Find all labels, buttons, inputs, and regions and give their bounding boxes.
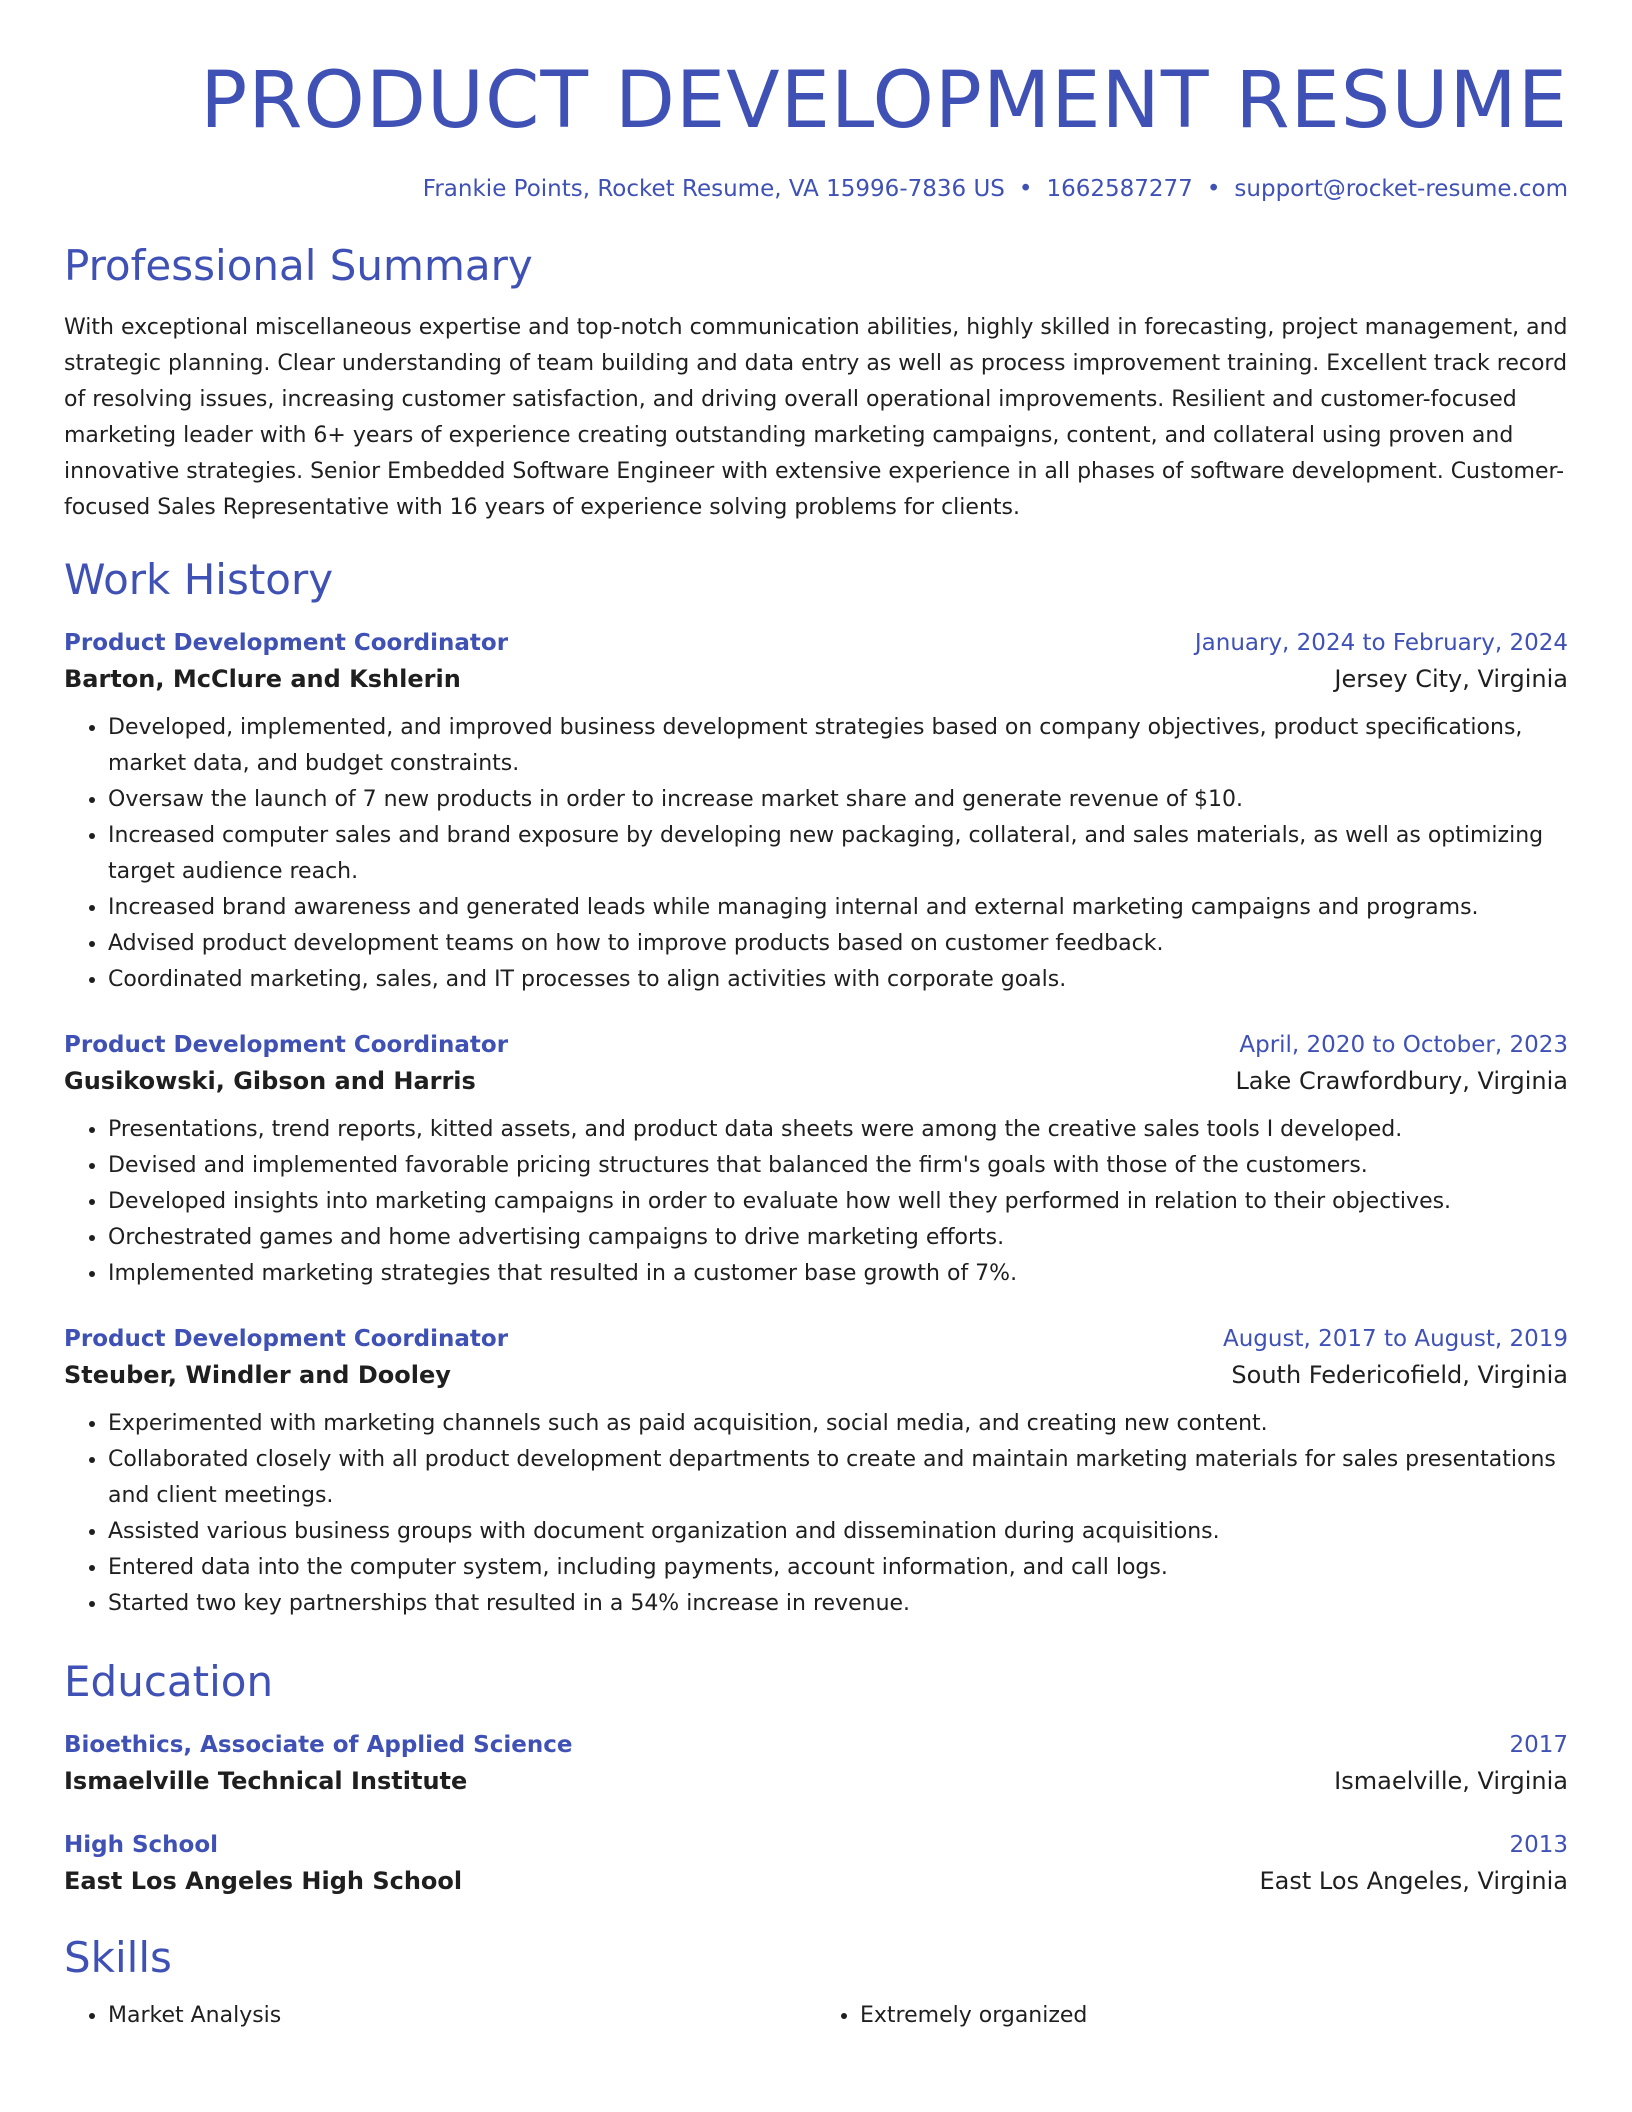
job-entry [64,1028,1568,1292]
job-bullet: • Collaborated closely with all product development departments to create and maintain marketing materials for sales presentations and client meetings. [108,1442,1568,1514]
job-bullet: • Developed insights into marketing campaigns in order to evaluate how well they performed in relation to their objectives. [108,1184,1568,1220]
contact-phone: 1662587277 [1046,176,1193,202]
job-bullet: • Orchestrated games and home advertising campaigns to drive marketing efforts. [108,1220,1568,1256]
job-bullet: • Assisted various business groups with document organization and dissemination during acquisitions. [108,1514,1568,1550]
job-bullet: • Oversaw the launch of 7 new products in order to increase market share and generate revenue of $10. [108,782,1568,818]
job-company: Steuber, Windler and Dooley [64,1361,451,1389]
skills-column-right [816,1998,1568,2034]
education-year: 2017 [1509,1732,1568,1758]
education-year: 2013 [1509,1832,1568,1858]
education-school: Ismaelville Technical Institute [64,1767,468,1795]
separator-dot: • [1018,176,1033,202]
job-bullets [64,1406,1568,1622]
job-bullet: • Started two key partnerships that resulted in a 54% increase in revenue. [108,1586,1568,1622]
skill-item: • Extremely organized [860,1998,1568,2034]
contact-email: support@rocket-resume.com [1234,176,1568,202]
resume-title: PRODUCT DEVELOPMENT RESUME [200,56,1568,146]
job-dates: August, 2017 to August, 2019 [1223,1326,1568,1352]
job-bullet: • Developed, implemented, and improved business development strategies based on company objectives, product specifications, market data, and budget constraints. [108,710,1568,782]
job-bullets [64,710,1568,998]
job-bullet: • Advised product development teams on how to improve products based on customer feedback. [108,926,1568,962]
skills-list [64,1998,1568,2034]
job-location: Jersey City, Virginia [1334,665,1568,693]
job-location: Lake Crawfordbury, Virginia [1235,1067,1568,1095]
job-bullet: • Entered data into the computer system, including payments, account information, and call logs. [108,1550,1568,1586]
job-company: Gusikowski, Gibson and Harris [64,1067,476,1095]
skills-column-left [64,1998,816,2034]
contact-line [64,172,1568,206]
education-entry [64,1828,1568,1900]
summary-heading: Professional Summary [64,241,533,290]
job-bullet: • Experimented with marketing channels such as paid acquisition, social media, and creating new content. [108,1406,1568,1442]
education-school: East Los Angeles High School [64,1867,463,1895]
job-bullet: • Increased computer sales and brand exposure by developing new packaging, collateral, and sales materials, as well as optimizing target audience reach. [108,818,1568,890]
job-role: Product Development Coordinator [64,630,509,656]
job-location: South Federicofield, Virginia [1231,1361,1568,1389]
job-bullet: • Coordinated marketing, sales, and IT processes to align activities with corporate goals. [108,962,1568,998]
education-location: East Los Angeles, Virginia [1259,1867,1568,1895]
job-company: Barton, McClure and Kshlerin [64,665,461,693]
work-history-heading: Work History [64,555,334,604]
job-bullet: • Devised and implemented favorable pricing structures that balanced the firm's goals with those of the customers. [108,1148,1568,1184]
education-degree: High School [64,1832,219,1858]
education-heading: Education [64,1657,274,1706]
job-role: Product Development Coordinator [64,1032,509,1058]
job-bullet: • Implemented marketing strategies that resulted in a customer base growth of 7%. [108,1256,1568,1292]
education-location: Ismaelville, Virginia [1334,1767,1568,1795]
education-degree: Bioethics, Associate of Applied Science [64,1732,573,1758]
summary-text: With exceptional miscellaneous expertise and top-notch communication abilities, highly skilled in forecasting, project management, and strategic planning. Clear understanding of team building and data entry as well as process improvement training. Excellent track record of resolving issues, increasing customer satisfaction, and driving overall operational improvements. Resilient and customer-focused marketing leader with 6+ years of experience creating outstanding marketing campaigns, content, and collateral using proven and innovative strategies. Senior Embedded Software Engineer with extensive experience in all phases of software development. Customer-focused Sales Representative with 16 years of experience solving problems for clients. [64,315,1568,520]
job-dates: January, 2024 to February, 2024 [1194,630,1568,656]
job-entry [64,1322,1568,1622]
job-role: Product Development Coordinator [64,1326,509,1352]
contact-address: Frankie Points, Rocket Resume, VA 15996-7836 US [422,176,1005,202]
skills-heading: Skills [64,1933,172,1982]
separator-dot: • [1206,176,1221,202]
education-entry [64,1728,1568,1800]
job-bullet: • Presentations, trend reports, kitted assets, and product data sheets were among the creative sales tools I developed. [108,1112,1568,1148]
job-bullets [64,1112,1568,1292]
job-entry [64,626,1568,998]
job-bullet: • Increased brand awareness and generated leads while managing internal and external marketing campaigns and programs. [108,890,1568,926]
skill-item: • Market Analysis [108,1998,816,2034]
job-dates: April, 2020 to October, 2023 [1239,1032,1568,1058]
